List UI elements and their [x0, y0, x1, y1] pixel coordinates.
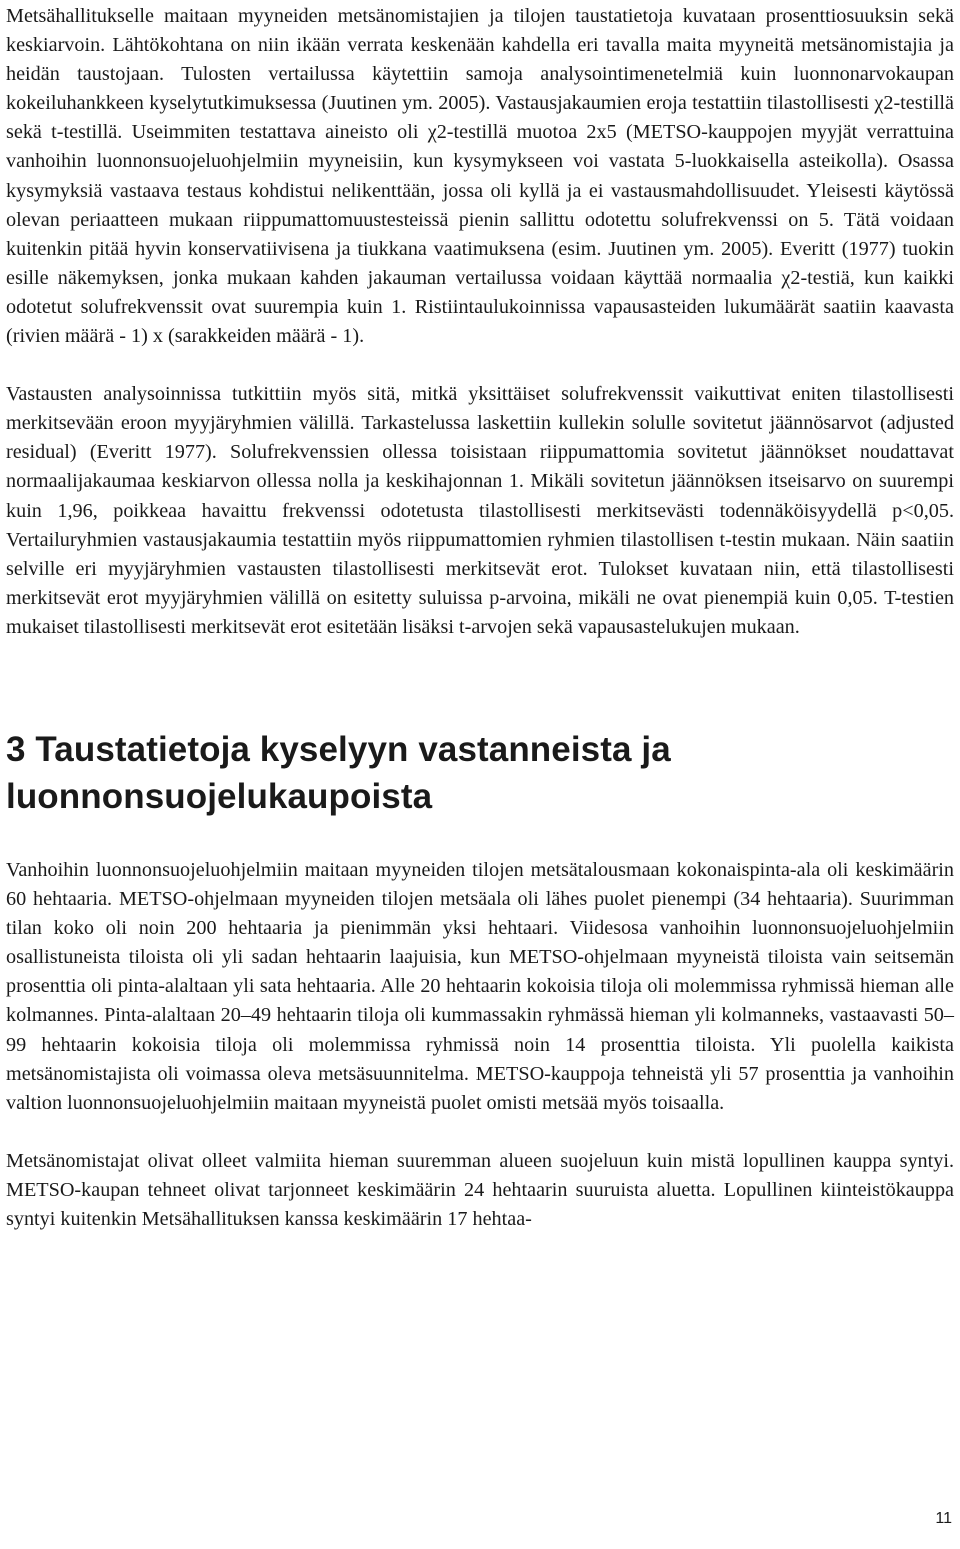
paragraph-residual-analysis: Vastausten analysoinnissa tutkittiin myös sitä, mitkä yksittäiset solufrekvenssit vaikuttivat eniten tilastollisesti merkitsevään eroon myyjäryhmien välillä. Tarkastelussa laskettiin kullekin solulle sovitetut jäännösarvot (adjusted residual) (Everitt 1977). Solufrekvenssien ollessa toisistaan riippumattomia sovitetut jäännökset noudattavat normaalijakaumaa keskiarvon ollessa nolla ja keskihajonnan 1. Mikäli sovitetun jäännöksen itseisarvo on suurempi kuin 1,96, poikkeaa havaittu frekvenssi odotetusta tilastollisesti merkitsevästi todennäköisyydellä p<0,05. Vertailuryhmien vastausjakaumia testattiin myös riippumattomien ryhmien tilastollisen t-testin mukaan. Näin saatiin selville eri myyjäryhmien vastausten tilastollisesti merkitsevät erot. Tulokset kuvataan niin, että tilastollisesti merkitsevät erot myyjäryhmien välillä on esitetty suluissa p-arvoina, mikäli ne ovat pienempiä kuin 0,05. T-testien mukaiset tilastollisesti merkitsevät erot esitetään lisäksi t-arvojen sekä vapausastelukujen mukaan. [6, 383, 954, 638]
paragraph-methods: Metsähallitukselle maitaan myyneiden metsänomistajien ja tilojen taustatietoja kuvataan prosenttiosuuksin sekä keskiarvoin. Lähtökohtana on niin ikään verrata keskenään kahdella eri tavalla maita myyneitä metsänomistajia ja heidän taustojaan. Tulosten vertailussa käytettiin samoja analysointimenetelmiä kuin luonnonarvokaupan kokeiluhankkeen kyselytutkimuksessa (Juutinen ym. 2005). Vastausjakaumien eroja testattiin tilastollisesti χ2-testillä sekä t-testillä. Useimmiten testattava aineisto oli χ2-testillä muotoa 2x5 (METSO-kauppojen myyjät verrattuina vanhoihin luonnonsuojeluohjelmiin myyneisiin, kun kysymykseen voi vastata 5-luokkaisella asteikolla). Osassa kysymyksiä vastaava testaus kohdistui nelikenttään, jossa oli kyllä ja ei vastausmahdollisuudet. Yleisesti käytössä olevan periaatteen mukaan riippumattomuustesteissä pienin sallittu odotettu solufrekvenssi on 5. Tätä voidaan kuitenkin pitää hyvin konservatiivisena ja tiukkana vaatimuksena (esim. Juutinen ym. 2005). Everitt (1977) tuokin esille näkemyksen, jonka mukaan kahden jakauman vertailussa voidaan käyttää normaalia χ2-testiä, kun kaikki odotetut solufrekvenssit ovat suurempia kuin 1. Ristiintaulukoinnissa vapausasteiden lukumäärät saatiin kaavasta (rivien määrä - 1) x (sarakkeiden määrä - 1). [6, 5, 954, 348]
paragraph-background-area: Vanhoihin luonnonsuojeluohjelmiin maitaan myyneiden tilojen metsätalousmaan kokonaispinta-ala oli keskimäärin 60 hehtaaria. METSO-ohjelmaan myyneiden tilojen metsäala oli lähes puolet pienempi (34 hehtaaria). Suurimman tilan koko oli noin 200 hehtaaria ja pienimmän yksi hehtaari. Viidesosa vanhoihin luonnonsuojeluohjelmiin osallistuneista tiloista oli yli sadan hehtaarin laajuisia, kun METSO-ohjelmaan myyneistä tiloista vain seitsemän prosenttia oli pinta-alaltaan yli sata hehtaaria. Alle 20 hehtaarin kokoisia tiloja oli molemmissa ryhmissä hieman alle kolmannes. Pinta-alaltaan 20–49 hehtaarin tiloja oli kummassakin ryhmässä hieman yli kolmanneks, vastaavasti 50–99 hehtaarin kokoisia tiloja oli molemmissa ryhmissä noin 14 prosenttia tiloista. Yli puolella kaikista metsänomistajista oli voimassa oleva metsäsuunnitelma. METSO-kauppoja tehneistä yli 57 prosenttia ja vanhoihin valtion luonnonsuojeluohjelmiin maitaan myyneistä puolet omisti metsää myös toisaalla. [6, 858, 954, 1114]
paragraph-background-deals: Metsänomistajat olivat olleet valmiita hieman suuremman alueen suojeluun kuin mistä lopullinen kauppa syntyi. METSO-kaupan tehneet olivat tarjonneet keskimäärin 24 hehtaarin suuruista aluetta. Lopullinen kiinteistökauppa syntyi kuitenkin Metsähallituksen kanssa keskimäärin 17 hehtaa- [6, 1149, 954, 1230]
section-heading: 3 Taustatietoja kyselyyn vastanneista ja luonnonsuojelukaupoista [6, 729, 671, 816]
page-number: 11 [935, 1510, 952, 1527]
